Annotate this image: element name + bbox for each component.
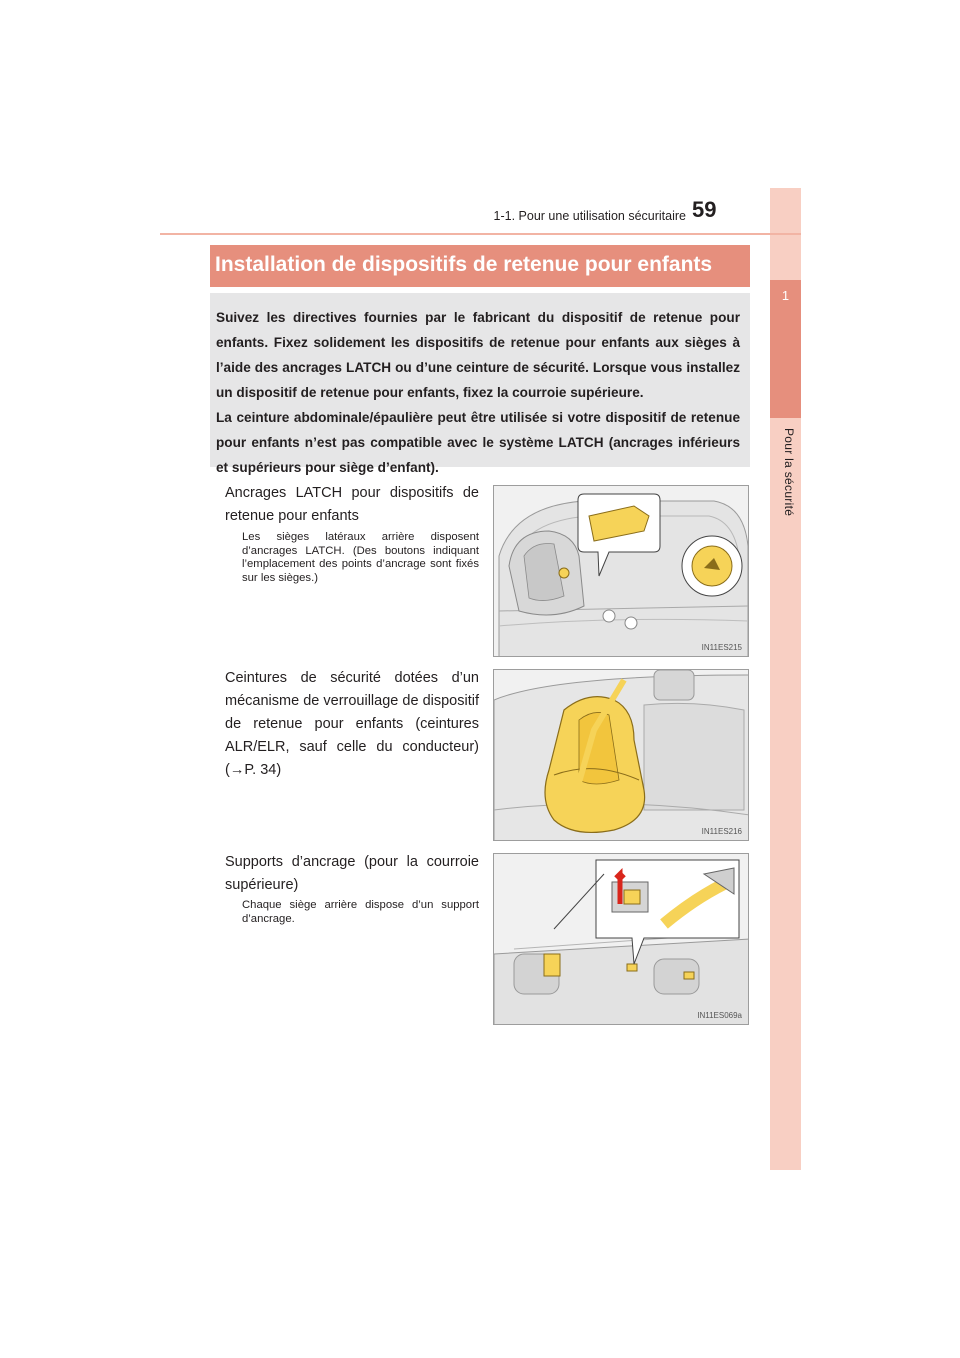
header-divider bbox=[160, 233, 801, 235]
latch-illustration bbox=[494, 486, 749, 657]
chapter-number: 1 bbox=[781, 288, 790, 303]
item-anchor-brackets-note: Chaque siège arrière dispose d’un support d’ancrage. bbox=[242, 899, 479, 925]
intro-box bbox=[210, 293, 750, 475]
running-header-section: 1-1. Pour une utilisation sécuritaire bbox=[493, 209, 686, 223]
figure-anchor-brackets bbox=[493, 853, 749, 1025]
chapter-number-tab bbox=[770, 280, 801, 418]
section-title-banner bbox=[210, 245, 750, 287]
figure-code: IN11ES215 bbox=[701, 643, 742, 652]
section-title: Installation de dispositifs de retenue pour enfants bbox=[215, 253, 713, 276]
anchor-bracket-illustration bbox=[494, 854, 749, 1025]
item-latch-note: Les sièges latéraux arrière disposent d’ancrages LATCH. (Des boutons indiquant l’emplacement des points d’ancrage sont fixés sur les sièges.) bbox=[242, 531, 479, 584]
figure-alr-elr-belts bbox=[493, 669, 749, 841]
figure-code: IN11ES069a bbox=[697, 1011, 742, 1020]
intro-paragraph-1: Suivez les directives fournies par le fabricant du dispositif de retenue pour enfants. Fixez solidement les dispositifs de retenue pour enfants aux sièges à l’aide des ancrages LATCH ou d’une ceinture de sécurité. Lorsque vous installez un dispositif de retenue pour enfants, fixez la courroie supérieure. bbox=[216, 310, 740, 400]
figure-code: IN11ES216 bbox=[701, 827, 742, 836]
figure-latch-anchors bbox=[493, 485, 749, 657]
item-latch-title: Ancrages LATCH pour dispositifs de retenue pour enfants bbox=[225, 485, 479, 524]
alr-elr-illustration bbox=[494, 670, 749, 841]
page-number: 59 bbox=[692, 197, 717, 222]
chapter-label: Pour la sécurité bbox=[782, 428, 796, 517]
item-alr-elr-title: Ceintures de sécurité dotées d’un mécanisme de verrouillage de dispositif de retenue pour enfants (ceintures ALR/ELR, sauf celle du conducteur) (→P. 34) bbox=[225, 670, 479, 778]
intro-paragraph-2: La ceinture abdominale/épaulière peut être utilisée si votre dispositif de retenue pour enfants n’est pas compatible avec le système LATCH (ancrages inférieurs et supérieurs pour siège d’enfant). bbox=[216, 410, 740, 475]
item-anchor-brackets-title: Supports d’ancrage (pour la courroie supérieure) bbox=[225, 854, 479, 893]
